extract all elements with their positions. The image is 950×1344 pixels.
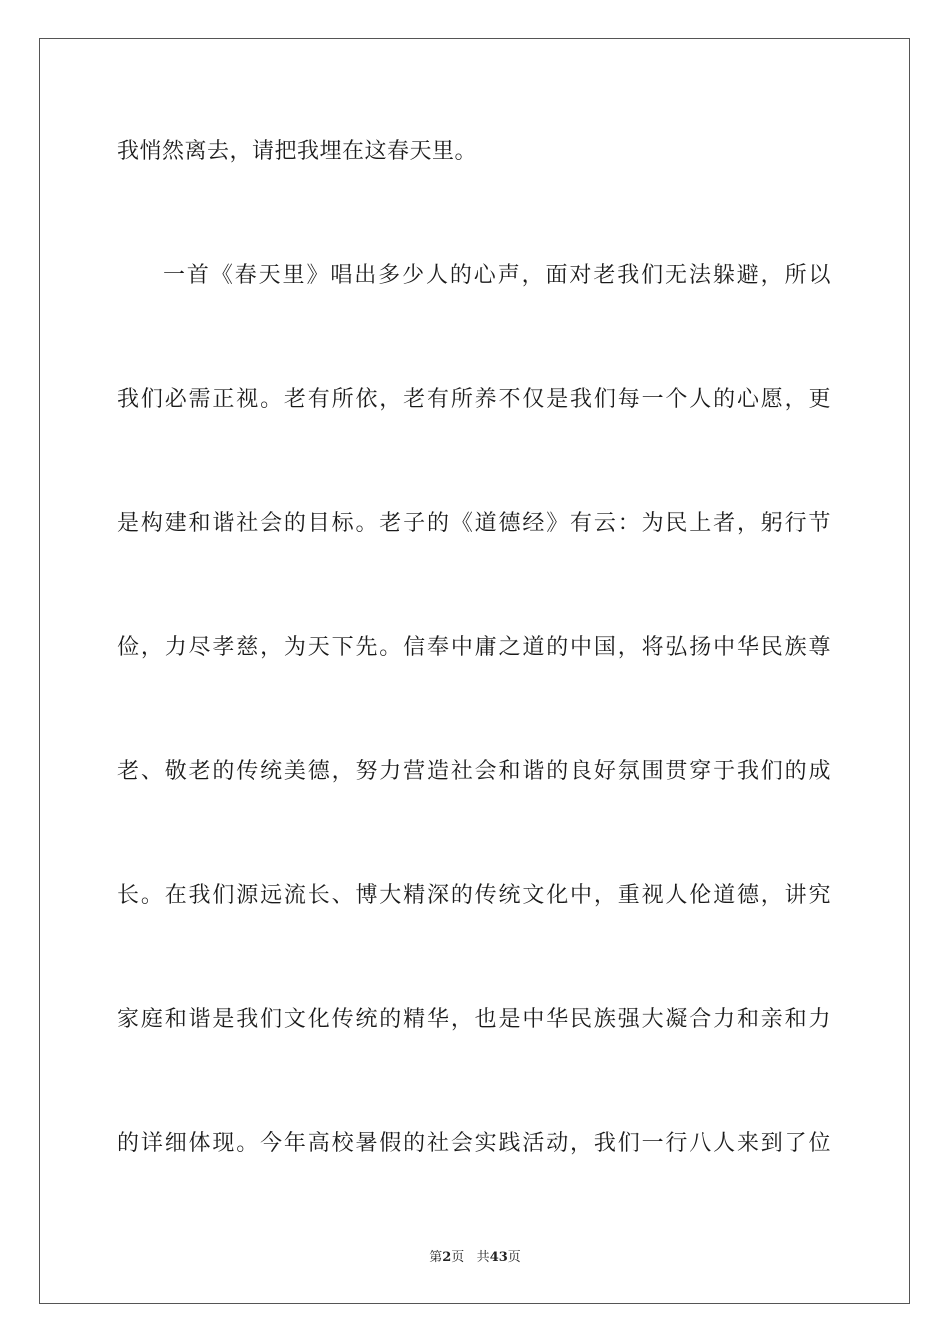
text-line-9: 的详细体现。今年高校暑假的社会实践活动，我们一行八人来到了位: [117, 1131, 831, 1156]
total-pages: 43: [489, 1250, 508, 1265]
page-number: 2: [442, 1250, 452, 1265]
text-line-4: 是构建和谐社会的目标。老子的《道德经》有云：为民上者，躬行节: [117, 511, 831, 536]
text-line-1: 我悄然离去，请把我埋在这春天里。: [117, 139, 478, 164]
text-line-7: 长。在我们源远流长、博大精深的传统文化中，重视人伦道德，讲究: [117, 883, 831, 908]
total-prefix: 共: [476, 1250, 490, 1265]
page-suffix: 页: [451, 1250, 465, 1265]
text-line-5: 俭，力尽孝慈，为天下先。信奉中庸之道的中国，将弘扬中华民族尊: [117, 635, 831, 660]
text-line-6: 老、敬老的传统美德，努力营造社会和谐的良好氛围贯穿于我们的成: [117, 759, 831, 784]
text-line-2: 一首《春天里》唱出多少人的心声，面对老我们无法躲避，所以: [163, 263, 831, 288]
page-footer: [0, 1246, 950, 1265]
page-border: [39, 38, 910, 1304]
total-suffix: 页: [507, 1250, 521, 1265]
text-line-8: 家庭和谐是我们文化传统的精华，也是中华民族强大凝合力和亲和力: [117, 1007, 831, 1032]
text-line-3: 我们必需正视。老有所依，老有所养不仅是我们每一个人的心愿，更: [117, 387, 831, 412]
page-prefix: 第: [429, 1250, 443, 1265]
